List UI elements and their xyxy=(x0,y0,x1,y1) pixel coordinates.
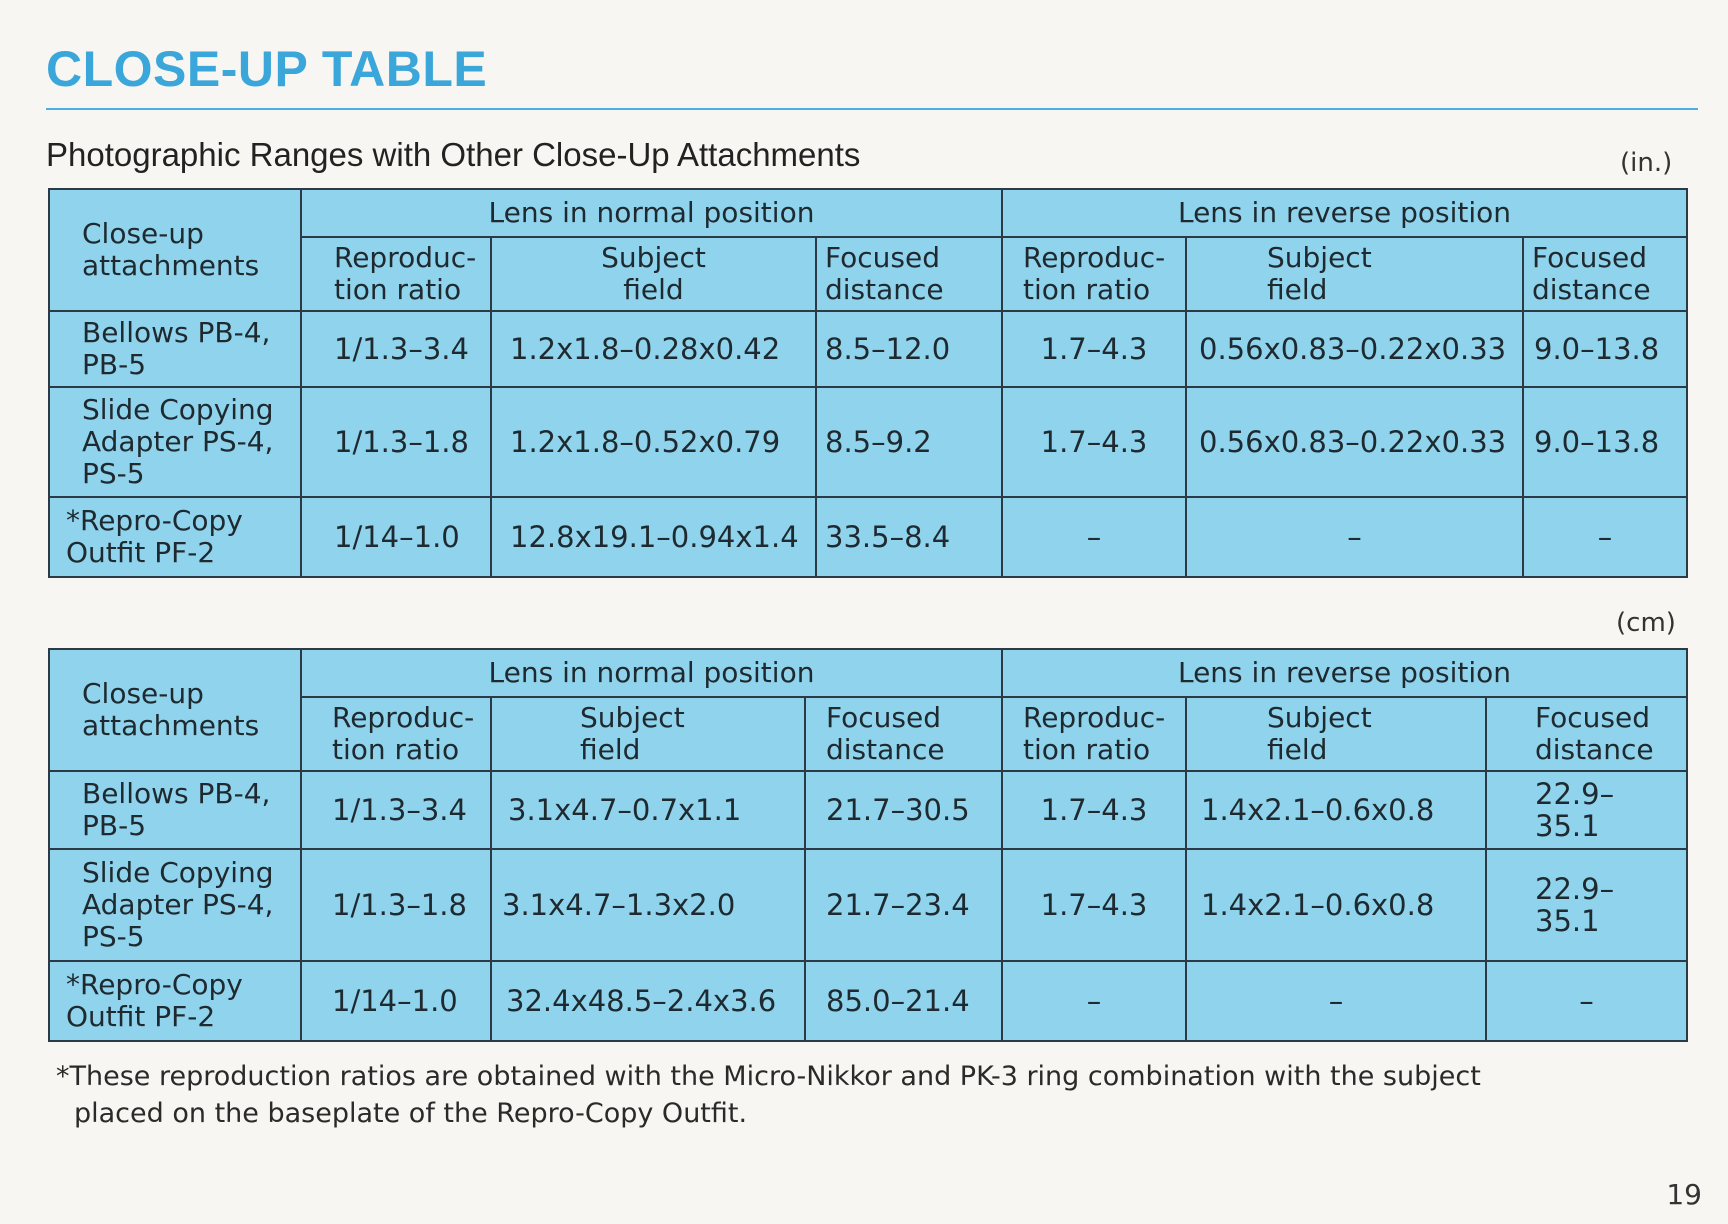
footnote xyxy=(56,1058,1676,1132)
subject-field-value: 1.4x2.1–0.6x0.8 xyxy=(1186,771,1486,849)
subject-field-value: 0.56x0.83–0.22x0.33 xyxy=(1186,311,1523,387)
header-normal-focused-distance: Focused distance xyxy=(816,237,1002,311)
header-normal-focused-distance: Focused distance xyxy=(805,697,1002,771)
header-normal-reproduction-ratio: Reproduc- tion ratio xyxy=(301,697,491,771)
table-row xyxy=(49,311,1687,387)
header-reverse-subject-field: Subject field xyxy=(1186,237,1523,311)
header-reverse-reproduction-ratio: Reproduc- tion ratio xyxy=(1002,237,1186,311)
unit-label-centimeters: (cm) xyxy=(1616,608,1676,638)
focused-distance-value: 21.7–30.5 xyxy=(805,771,1002,849)
unit-label-inches: (in.) xyxy=(1620,148,1673,178)
reproduction-ratio-value: – xyxy=(1002,497,1186,577)
header-normal-subject-field: Subject field xyxy=(491,697,805,771)
header-reverse-focused-distance: Focused distance xyxy=(1523,237,1687,311)
subject-field-value: 3.1x4.7–0.7x1.1 xyxy=(491,771,805,849)
header-reverse-reproduction-ratio: Reproduc- tion ratio xyxy=(1002,697,1186,771)
footnote-line-2: placed on the baseplate of the Repro-Copy Outfit. xyxy=(74,1098,748,1129)
header-normal-reproduction-ratio: Reproduc- tion ratio xyxy=(301,237,491,311)
focused-distance-value: 9.0–13.8 xyxy=(1523,387,1687,497)
footnote-line-1: *These reproduction ratios are obtained with the Micro-Nikkor and PK-3 ring combination with the subject xyxy=(56,1061,1481,1092)
subject-field-value: 3.1x4.7–1.3x2.0 xyxy=(491,849,805,961)
focused-distance-value: – xyxy=(1523,497,1687,577)
subject-field-value: – xyxy=(1186,961,1486,1041)
header-lens-reverse-position: Lens in reverse position xyxy=(1002,189,1687,237)
subject-field-value: 1.2x1.8–0.52x0.79 xyxy=(491,387,816,497)
reproduction-ratio-value: 1/1.3–1.8 xyxy=(301,387,491,497)
page-number: 19 xyxy=(1666,1178,1702,1211)
reproduction-ratio-value: 1/14–1.0 xyxy=(301,497,491,577)
reproduction-ratio-value: 1.7–4.3 xyxy=(1002,387,1186,497)
header-reverse-focused-distance: Focused distance xyxy=(1486,697,1687,771)
attachment-name: *Repro-Copy Outfit PF-2 xyxy=(49,497,301,577)
focused-distance-value: 22.9–35.1 xyxy=(1486,771,1687,849)
subject-field-value: 1.4x2.1–0.6x0.8 xyxy=(1186,849,1486,961)
focused-distance-value: 21.7–23.4 xyxy=(805,849,1002,961)
subject-field-value: 0.56x0.83–0.22x0.33 xyxy=(1186,387,1523,497)
reproduction-ratio-value: 1.7–4.3 xyxy=(1002,311,1186,387)
table-row xyxy=(49,849,1687,961)
subject-field-value: 12.8x19.1–0.94x1.4 xyxy=(491,497,816,577)
focused-distance-value: 85.0–21.4 xyxy=(805,961,1002,1041)
close-up-table-centimeters xyxy=(48,648,1688,1042)
header-lens-normal-position: Lens in normal position xyxy=(301,189,1002,237)
header-lens-reverse-position: Lens in reverse position xyxy=(1002,649,1687,697)
reproduction-ratio-value: 1/1.3–1.8 xyxy=(301,849,491,961)
reproduction-ratio-value: 1.7–4.3 xyxy=(1002,771,1186,849)
header-close-up-attachments: Close-up attachments xyxy=(49,649,301,771)
attachment-name: Bellows PB-4, PB-5 xyxy=(49,311,301,387)
page-title: CLOSE-UP TABLE xyxy=(46,41,488,97)
attachment-name: Bellows PB-4, PB-5 xyxy=(49,771,301,849)
subject-field-value: 1.2x1.8–0.28x0.42 xyxy=(491,311,816,387)
reproduction-ratio-value: 1/1.3–3.4 xyxy=(301,311,491,387)
header-normal-subject-field: Subject field xyxy=(491,237,816,311)
title-rule xyxy=(46,108,1698,110)
table-row xyxy=(49,387,1687,497)
focused-distance-value: – xyxy=(1486,961,1687,1041)
subject-field-value: 32.4x48.5–2.4x3.6 xyxy=(491,961,805,1041)
section-subtitle: Photographic Ranges with Other Close-Up Attachments xyxy=(46,136,861,173)
table-row xyxy=(49,497,1687,577)
header-reverse-subject-field: Subject field xyxy=(1186,697,1486,771)
reproduction-ratio-value: 1/1.3–3.4 xyxy=(301,771,491,849)
header-close-up-attachments: Close-up attachments xyxy=(49,189,301,311)
focused-distance-value: 33.5–8.4 xyxy=(816,497,1002,577)
focused-distance-value: 9.0–13.8 xyxy=(1523,311,1687,387)
focused-distance-value: 22.9–35.1 xyxy=(1486,849,1687,961)
attachment-name: Slide Copying Adapter PS-4, PS-5 xyxy=(49,849,301,961)
reproduction-ratio-value: 1.7–4.3 xyxy=(1002,849,1186,961)
header-lens-normal-position: Lens in normal position xyxy=(301,649,1002,697)
table-row xyxy=(49,771,1687,849)
attachment-name: *Repro-Copy Outfit PF-2 xyxy=(49,961,301,1041)
subject-field-value: – xyxy=(1186,497,1523,577)
close-up-table-inches xyxy=(48,188,1688,578)
table-row xyxy=(49,961,1687,1041)
focused-distance-value: 8.5–12.0 xyxy=(816,311,1002,387)
focused-distance-value: 8.5–9.2 xyxy=(816,387,1002,497)
reproduction-ratio-value: 1/14–1.0 xyxy=(301,961,491,1041)
attachment-name: Slide Copying Adapter PS-4, PS-5 xyxy=(49,387,301,497)
reproduction-ratio-value: – xyxy=(1002,961,1186,1041)
